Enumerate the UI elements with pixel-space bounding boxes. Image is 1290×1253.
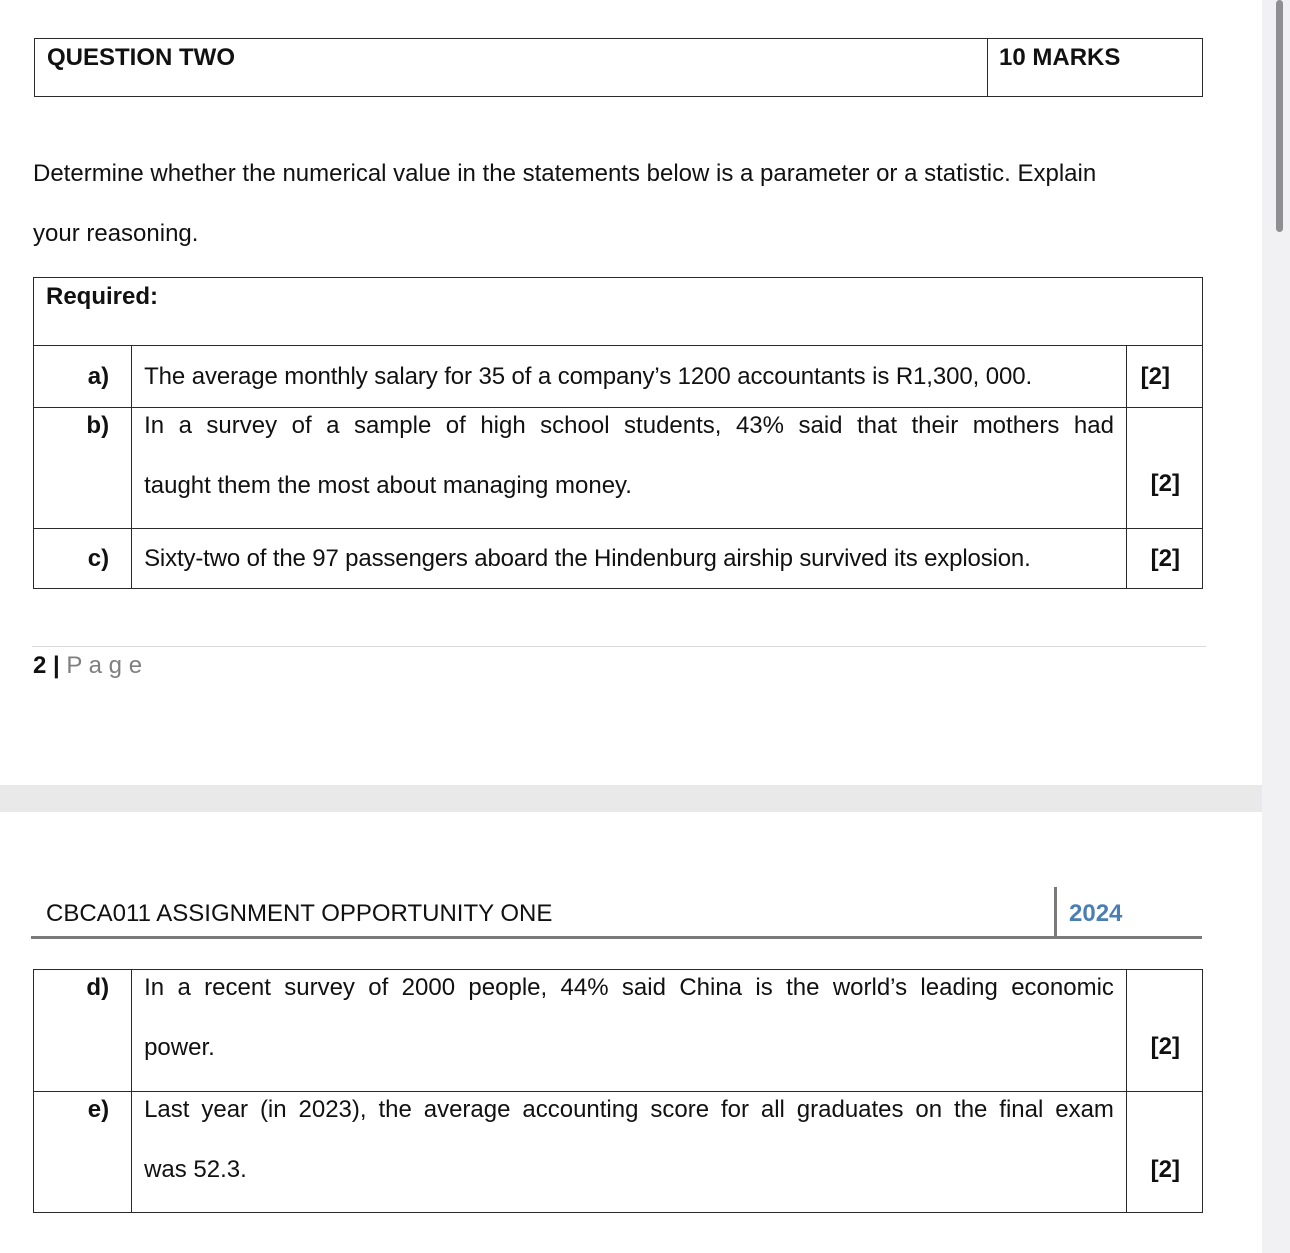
table-row xyxy=(34,408,1203,529)
table-row xyxy=(34,346,1203,408)
questions-table xyxy=(33,345,1203,589)
questions-table-continued xyxy=(33,969,1203,1213)
instruction-text-line2: your reasoning. xyxy=(33,220,199,247)
question-text-line1: In a survey of a sample of high school students, 43% said that their mothers had xyxy=(144,412,1114,439)
header-divider xyxy=(1054,887,1057,937)
question-text: Sixty-two of the 97 passengers aboard the Hindenburg airship survived its explosion. xyxy=(132,529,1127,589)
question-text-line1: In a recent survey of 2000 people, 44% said China is the world’s leading economic xyxy=(144,974,1114,1001)
question-text: The average monthly salary for 35 of a company’s 1200 accountants is R1,300, 000. xyxy=(132,346,1127,408)
question-text-line1: Last year (in 2023), the average accounting score for all graduates on the final exam xyxy=(144,1096,1114,1123)
page-separator: | xyxy=(53,652,60,679)
table-row xyxy=(34,1092,1203,1213)
year-label: 2024 xyxy=(1069,900,1123,927)
required-label: Required: xyxy=(46,283,159,310)
required-header xyxy=(33,277,1203,346)
course-header: CBCA011 ASSIGNMENT OPPORTUNITY ONE xyxy=(46,900,553,927)
page-number: 2 xyxy=(33,652,47,679)
table-row xyxy=(34,529,1203,589)
question-text-line2: taught them the most about managing money. xyxy=(144,472,632,499)
question-title: QUESTION TWO xyxy=(47,44,235,71)
question-label: e) xyxy=(34,1092,132,1213)
header-rule xyxy=(31,936,1202,939)
page-word: P a g e xyxy=(66,652,143,679)
question-label: a) xyxy=(34,346,132,408)
question-marks: [2] xyxy=(1126,1092,1202,1213)
question-marks: [2] xyxy=(1126,346,1202,408)
question-label: c) xyxy=(34,529,132,589)
question-label: b) xyxy=(34,408,132,529)
question-header xyxy=(34,38,1203,97)
question-marks: 10 MARKS xyxy=(999,44,1121,71)
question-marks: [2] xyxy=(1126,970,1202,1092)
document-page-3 xyxy=(0,812,1262,1253)
question-text-line2: power. xyxy=(144,1034,215,1061)
footer-divider xyxy=(32,646,1206,647)
question-label: d) xyxy=(34,970,132,1092)
scrollbar-thumb[interactable] xyxy=(1276,0,1283,232)
page-footer xyxy=(33,652,142,680)
question-marks: [2] xyxy=(1126,529,1202,589)
scrollbar[interactable] xyxy=(1262,0,1290,1253)
question-marks: [2] xyxy=(1126,408,1202,529)
instruction-text-line1: Determine whether the numerical value in the statements below is a parameter or a statistic. Explain xyxy=(33,160,1097,187)
question-text-line2: was 52.3. xyxy=(144,1156,247,1183)
table-row xyxy=(34,970,1203,1092)
